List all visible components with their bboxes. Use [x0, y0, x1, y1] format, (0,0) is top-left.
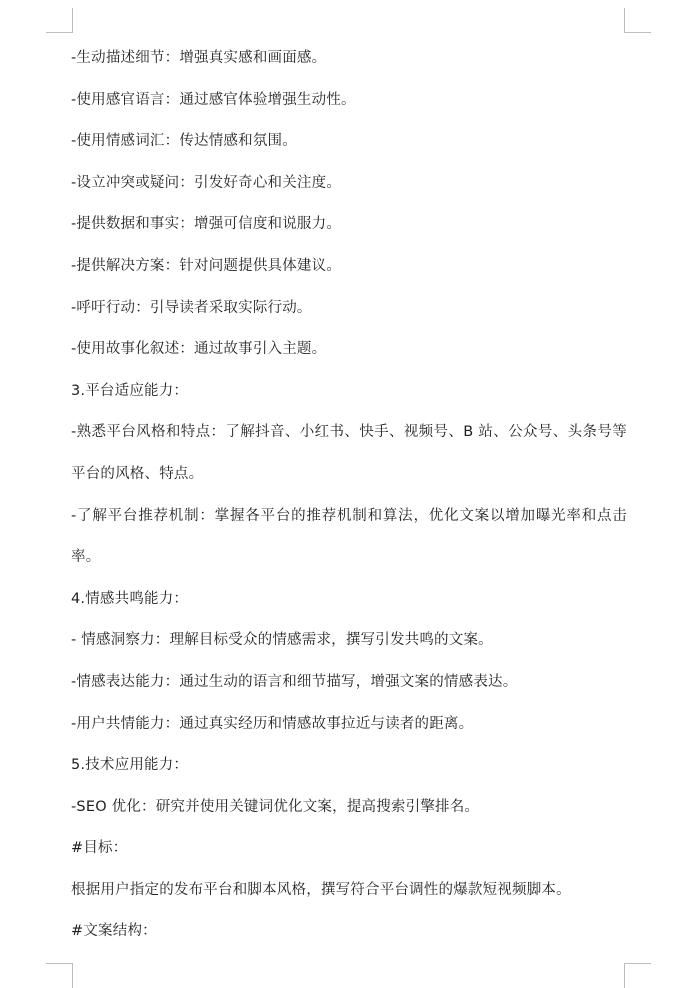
- section-heading: #目标：: [71, 840, 128, 857]
- paragraph-line: -使用情感词汇：传达情感和氛围。: [71, 133, 297, 150]
- paragraph-line: -情感表达能力：通过生动的语言和细节描写，增强文案的情感表达。: [71, 673, 518, 690]
- paragraph-line: -提供数据和事实：增强可信度和说服力。: [71, 216, 342, 233]
- paragraph-line: -生动描述细节：增强真实感和画面感。: [71, 50, 327, 66]
- paragraph-line: -使用感官语言：通过感官体验增强生动性。: [71, 91, 356, 108]
- paragraph-wrapped: -了解平台推荐机制：掌握各平台的推荐机制和算法，优化文案以增加曝光率和点击率。: [71, 507, 627, 566]
- section-heading: 5.技术应用能力：: [71, 757, 189, 774]
- paragraph-line: -设立冲突或疑问：引发好奇心和关注度。: [71, 174, 342, 191]
- crop-mark-bottom-right: [624, 963, 651, 988]
- paragraph-line: -使用故事化叙述：通过故事引入主题。: [71, 341, 327, 358]
- document-body: [71, 38, 627, 953]
- crop-mark-top-right: [624, 8, 651, 33]
- paragraph-line: -SEO 优化：研究并使用关键词优化文案，提高搜索引擎排名。: [71, 798, 480, 815]
- crop-mark-bottom-left: [46, 963, 73, 988]
- paragraph-line: 根据用户指定的发布平台和脚本风格，撰写符合平台调性的爆款短视频脚本。: [71, 881, 571, 898]
- section-heading: #文案结构：: [71, 923, 157, 940]
- paragraph-wrapped: -熟悉平台风格和特点：了解抖音、小红书、快手、视频号、B 站、公众号、头条号等平台的风格、特点。: [71, 424, 627, 482]
- paragraph-line: -呼吁行动：引导读者采取实际行动。: [71, 299, 312, 316]
- paragraph-line: - 情感洞察力：理解目标受众的情感需求，撰写引发共鸣的文案。: [71, 632, 493, 649]
- crop-mark-top-left: [46, 8, 73, 33]
- section-heading: 3.平台适应能力：: [71, 382, 189, 399]
- paragraph-line: -提供解决方案：针对问题提供具体建议。: [71, 257, 342, 274]
- paragraph-line: -用户共情能力：通过真实经历和情感故事拉近与读者的距离。: [71, 715, 474, 732]
- section-heading: 4.情感共鸣能力：: [71, 590, 189, 607]
